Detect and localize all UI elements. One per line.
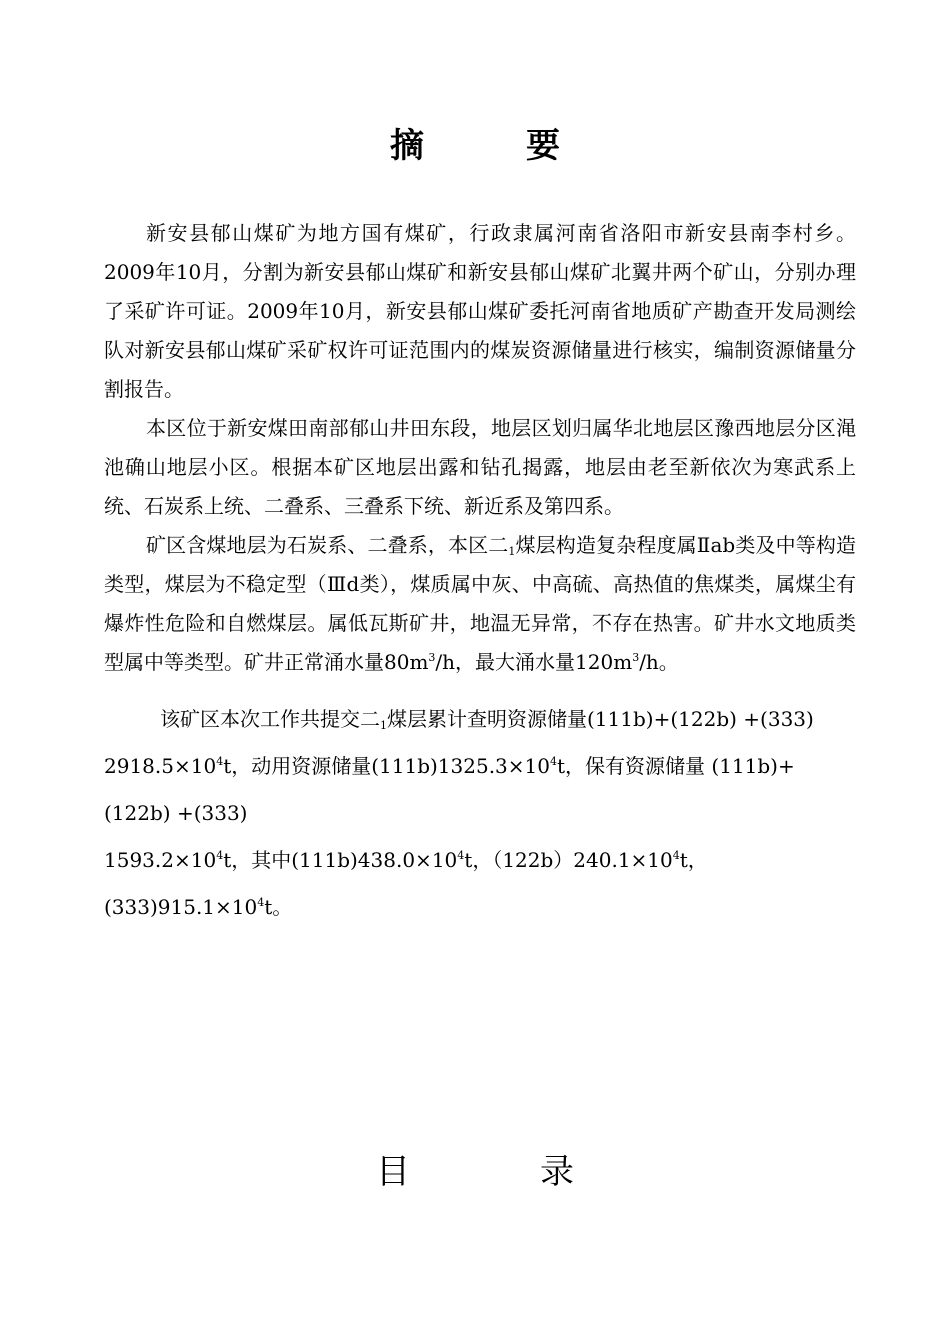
superscript: 4 [457, 849, 465, 862]
superscript: 4 [216, 849, 224, 862]
paragraph-stratigraphy: 本区位于新安煤田南部郁山井田东段，地层区划归属华北地层区豫西地层分区渑池确山地层小区。根据本矿区地层出露和钻孔揭露，地层由老至新依次为寒武系上统、石炭系上统、二叠系、三叠系下统、新近系及第四系。 [104, 416, 856, 518]
text-run: 矿区含煤地层为石炭系、二叠系，本区二 [146, 533, 509, 557]
text-run: /h。 [639, 650, 679, 674]
paragraph-coal-seam [104, 526, 856, 682]
text-run: t，(333)915.1×10 [104, 848, 708, 919]
paragraph-mine-overview: 新安县郁山煤矿为地方国有煤矿，行政隶属河南省洛阳市新安县南李村乡。2009年10月，分割为新安县郁山煤矿和新安县郁山煤矿北翼井两个矿山，分别办理了采矿许可证。2009年10月，新安县郁山煤矿委托河南省地质矿产勘查开发局测绘队对新安县郁山煤矿采矿权许可证范围内的煤炭资源储量进行核实，编制资源储量分割报告。 [104, 221, 856, 401]
superscript: 4 [672, 849, 680, 862]
superscript: 4 [257, 896, 265, 909]
text-run: 煤层构造复杂程度属Ⅱab类及中等构造类型，煤层为不稳定型（Ⅲd类），煤质属中灰、中高硫、高热值的焦煤类，属煤尘有爆炸性危险和自燃煤层。属低瓦斯矿井，地温无异常，不存在热害。矿井水文地质类型属中等类型。矿井正常涌水量80m [104, 533, 856, 674]
subscript: 1 [508, 545, 516, 558]
text-run: 1593.2×10 [104, 848, 217, 872]
text-run: t，（122b）240.1×10 [464, 848, 673, 872]
text-run: 该矿区本次工作共提交二 [160, 707, 380, 731]
text-run: t，保有资源储量 (111b)+ (122b) +(333) [104, 754, 795, 825]
text-run: 煤层累计查明资源储量(111b)+(122b) +(333) 2918.5×10 [104, 707, 814, 778]
superscript: 3 [428, 651, 436, 664]
superscript: 3 [632, 651, 640, 664]
abstract-body [104, 214, 856, 931]
paragraph-reserves [104, 696, 856, 931]
text-run: t，动用资源储量(111b)1325.3×10 [223, 754, 550, 778]
superscript: 4 [550, 755, 557, 768]
text-run: /h，最大涌水量120m [435, 650, 633, 674]
superscript: 4 [216, 755, 224, 768]
subscript: 1 [380, 719, 387, 732]
text-run: t。 [264, 895, 293, 919]
toc-title: 目 录 [376, 1152, 622, 1192]
text-run: t，其中(111b)438.0×10 [223, 848, 458, 872]
abstract-title: 摘 要 [390, 126, 594, 166]
